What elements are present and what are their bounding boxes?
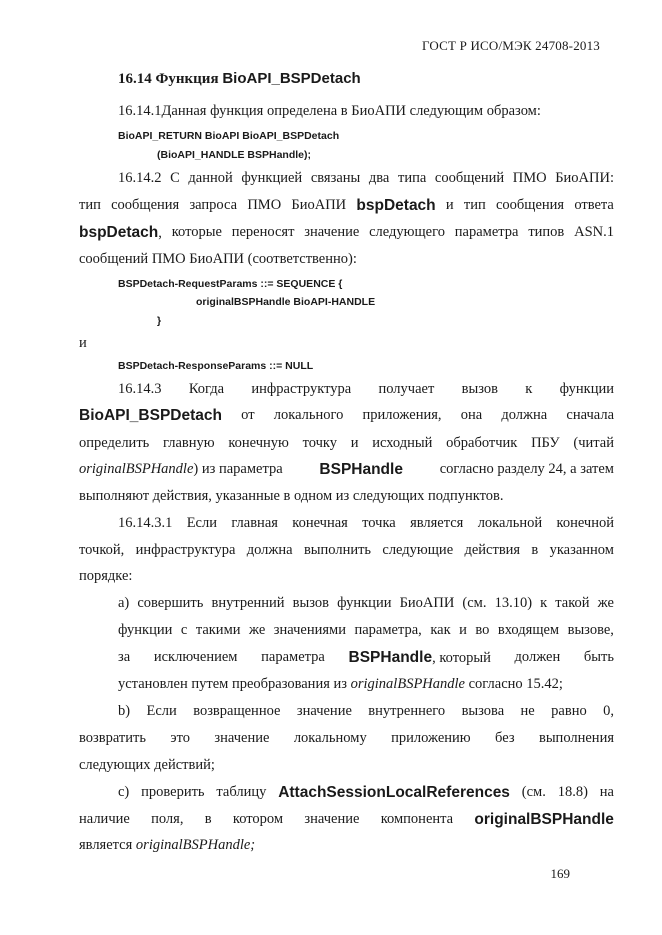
word: точку	[302, 435, 337, 451]
word: не	[520, 703, 535, 719]
word: к	[540, 595, 548, 611]
word: же	[597, 595, 614, 611]
list-item-b-line1	[118, 703, 614, 720]
list-item-a-line1	[118, 595, 614, 612]
word: конечной	[556, 515, 614, 531]
word: от	[241, 407, 255, 423]
word: должна	[501, 407, 548, 423]
word: 16.14.3	[118, 381, 162, 397]
section-title-name: BioAPI_BSPDetach	[222, 70, 361, 87]
word: с)	[118, 784, 130, 800]
word: Если	[186, 515, 217, 531]
code-term: originalBSPHandle	[474, 811, 614, 828]
word: вызове,	[567, 622, 614, 638]
word: в	[204, 811, 212, 827]
word: вызов	[461, 381, 498, 397]
word: за	[118, 649, 131, 665]
word: связаны	[310, 170, 361, 186]
list-item-c-line2	[79, 811, 614, 829]
code-term: BSPHandle	[348, 649, 433, 666]
word: два	[368, 170, 390, 186]
word: конечная	[292, 515, 348, 531]
word: и	[445, 197, 454, 213]
code-signature-line2: (BioAPI_HANDLE BSPHandle);	[157, 149, 312, 161]
word: типа	[397, 170, 427, 186]
word: функцией	[241, 170, 303, 186]
word: С	[170, 170, 180, 186]
word: внутреннего	[368, 703, 446, 719]
word: поля,	[151, 811, 184, 827]
word: сначала	[566, 407, 614, 423]
list-item-a-line3: за исключением параметра BSPHandle, который должен быть	[118, 649, 614, 666]
code-signature-line1: BioAPI_RETURN BioAPI BioAPI_BSPDetach	[118, 130, 340, 142]
code-term: BioAPI_BSPDetach	[79, 407, 222, 424]
word: функции	[118, 622, 173, 638]
word: значениями	[273, 622, 346, 638]
word: в	[531, 542, 539, 558]
word: быть	[583, 649, 614, 665]
word: обработчик	[446, 435, 518, 451]
word: она	[460, 407, 483, 423]
paragraph-16-14-3-line1	[118, 381, 614, 398]
word: БиоАПИ	[291, 197, 347, 213]
word: как	[430, 622, 451, 638]
word: данной	[188, 170, 233, 186]
word: таблицу	[216, 784, 267, 800]
word: вызова	[461, 703, 505, 719]
word: переносят	[231, 224, 295, 240]
word: ПМО	[247, 197, 282, 213]
paragraph-16-14-3-1-line3: порядке:	[79, 568, 133, 584]
word: ПБУ	[531, 435, 560, 451]
paragraph-16-14-2-line3: bspDetach, которые переносят значение следующего параметра типов ASN.1	[79, 224, 614, 241]
word: и	[350, 435, 359, 451]
code-term: bspDetach	[79, 224, 159, 241]
paragraph-16-14-2-line2	[79, 197, 614, 215]
list-item-b-line2	[79, 730, 614, 747]
word: БиоАПИ:	[555, 170, 614, 186]
section-heading	[118, 70, 361, 88]
word: на	[599, 784, 614, 800]
word: компонента	[380, 811, 454, 827]
word: выполнения	[538, 730, 614, 746]
word: локальной	[477, 515, 543, 531]
word: следующего	[369, 224, 445, 240]
word: выполнить	[303, 542, 372, 558]
paragraph-16-14-2-line1	[118, 170, 614, 187]
word: значение	[304, 224, 360, 240]
word: сообщения	[495, 197, 565, 213]
code-response-line1: BSPDetach-ResponseParams ::= NULL	[118, 360, 314, 372]
word: локального	[273, 407, 344, 423]
word: действия	[464, 542, 521, 558]
word: к	[525, 381, 533, 397]
paragraph-16-14-2-line4: сообщений ПМО БиоАПИ (соответственно):	[79, 251, 357, 267]
word: возвратить	[79, 730, 146, 746]
word: точка	[362, 515, 396, 531]
word: ответа	[574, 197, 614, 213]
paragraph-16-14-3-1-line1	[118, 515, 614, 532]
word: это	[170, 730, 190, 746]
word: Когда	[188, 381, 225, 397]
word: должна	[246, 542, 293, 558]
word: тип	[463, 197, 486, 213]
standard-header: ГОСТ Р ИСО/МЭК 24708-2013	[421, 38, 600, 53]
paragraph-16-14-3-line2	[79, 407, 614, 425]
word: 0,	[603, 703, 614, 719]
word: входящем	[497, 622, 560, 638]
word: значение	[214, 730, 270, 746]
word: (см.	[462, 595, 487, 611]
word: же	[249, 622, 266, 638]
word: значение	[304, 811, 360, 827]
word: такими	[195, 622, 241, 638]
word: запроса	[189, 197, 238, 213]
word: конечную	[228, 435, 289, 451]
word: получает	[378, 381, 435, 397]
word: параметра	[454, 224, 519, 240]
word: b)	[118, 703, 131, 719]
code-term: AttachSessionLocalReferences	[278, 784, 510, 801]
word: проверить	[141, 784, 205, 800]
paragraph-16-14-3-line3	[79, 435, 614, 452]
paragraph-16-14-1: 16.14.1Данная функция определена в БиоАПИ следующим образом:	[118, 103, 541, 119]
list-item-a-line4: установлен путем преобразования из originalBSPHandle согласно 15.42;	[118, 676, 563, 692]
conjunction-and: и	[79, 335, 87, 351]
code-request-line2: originalBSPHandle BioAPI-HANDLE	[196, 296, 376, 308]
word: возвращенное	[193, 703, 281, 719]
word: (см.	[521, 784, 546, 800]
word: главная	[231, 515, 278, 531]
word: тип	[79, 197, 101, 213]
paragraph-16-14-3-line4: originalBSPHandle) из параметра BSPHandle согласно разделу 24, а затем	[79, 461, 614, 478]
word: должен	[514, 649, 561, 665]
word: инфраструктура	[251, 381, 352, 397]
word: функции	[337, 595, 392, 611]
word: ASN.1	[574, 224, 614, 240]
word: сообщений	[434, 170, 505, 186]
word: 18.8)	[557, 784, 588, 800]
word: приложению	[391, 730, 471, 746]
list-item-c-line3: является originalBSPHandle;	[79, 837, 256, 853]
word: такой	[555, 595, 590, 611]
word: указанном	[549, 542, 614, 558]
list-item-b-line3: следующих действий;	[79, 757, 215, 773]
word: точкой,	[79, 542, 125, 558]
word: вызов	[292, 595, 329, 611]
word: с	[180, 622, 188, 638]
code-term: bspDetach	[356, 197, 436, 214]
word: определить	[79, 435, 150, 451]
word: функции	[559, 381, 614, 397]
list-item-a-line2	[118, 622, 614, 639]
word: совершить	[137, 595, 204, 611]
word: без	[495, 730, 515, 746]
word: Если	[146, 703, 177, 719]
word: является	[410, 515, 464, 531]
word: исходный	[372, 435, 433, 451]
word: параметра,	[354, 622, 422, 638]
word: исключением	[153, 649, 238, 665]
word: во	[475, 622, 490, 638]
word: значение	[296, 703, 352, 719]
paragraph-16-14-3-1-line2	[79, 542, 614, 559]
word: приложения,	[362, 407, 442, 423]
code-term: BSPHandle	[319, 461, 403, 478]
word: котором	[232, 811, 284, 827]
word: параметра	[261, 649, 325, 665]
word: ПМО	[512, 170, 547, 186]
code-request-line1: BSPDetach-RequestParams ::= SEQUENCE {	[118, 278, 343, 290]
word: следующие	[382, 542, 454, 558]
code-request-line3: }	[157, 315, 162, 327]
list-item-c-line1	[118, 784, 614, 802]
section-title-prefix: Функция	[155, 71, 219, 87]
word: инфраструктура	[135, 542, 236, 558]
word: а)	[118, 595, 130, 611]
word: и	[459, 622, 467, 638]
word: локальному	[293, 730, 367, 746]
word: равно	[551, 703, 587, 719]
word: сообщения	[111, 197, 180, 213]
word: наличие	[79, 811, 130, 827]
word: главную	[163, 435, 215, 451]
word: внутренний	[211, 595, 285, 611]
word: БиоАПИ	[399, 595, 455, 611]
word: которые	[171, 224, 222, 240]
word: 16.14.3.1	[118, 515, 173, 531]
word: (читай	[573, 435, 614, 451]
word: 13.10)	[494, 595, 533, 611]
word: типов	[528, 224, 565, 240]
page-number: 169	[550, 866, 570, 881]
paragraph-16-14-3-line5: выполняют действия, указанные в одном из следующих подпунктов.	[79, 488, 504, 504]
word: 16.14.2	[118, 170, 162, 186]
section-number: 16.14	[118, 71, 152, 87]
